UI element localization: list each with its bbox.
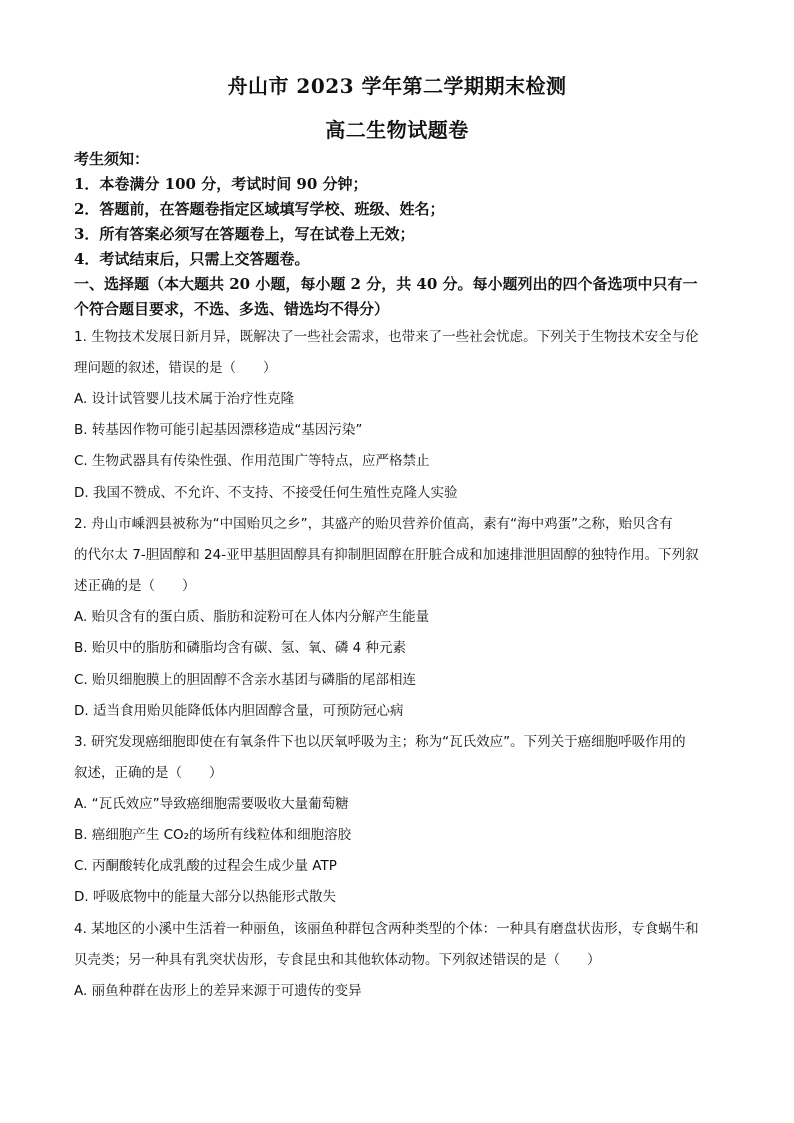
- question-stem: 贝壳类；另一种具有乳突状齿形，专食昆虫和其他软体动物。下列叙述错误的是（ ）: [74, 952, 601, 968]
- option-b: B. 癌细胞产生 CO₂的场所有线粒体和细胞溶胶: [74, 827, 352, 843]
- question-stem: 理问题的叙述，错误的是（ ）: [74, 360, 277, 376]
- exam-subtitle: 高二生物试题卷: [325, 118, 469, 142]
- notice-item: 4．考试结束后，只需上交答题卷。: [74, 250, 310, 268]
- question-stem: 叙述，正确的是（ ）: [74, 765, 223, 781]
- notice-item: 3．所有答案必须写在答题卷上，写在试卷上无效；: [74, 225, 415, 243]
- question-stem: 3. 研究发现癌细胞即使在有氧条件下也以厌氧呼吸为主；称为“瓦氏效应”。下列关于癌细胞呼吸作用的: [74, 734, 686, 750]
- question-stem: 2. 舟山市嵊泗县被称为“中国贻贝之乡”，其盛产的贻贝营养价值高，素有“海中鸡蛋”之称，贻贝含有: [74, 516, 673, 532]
- section-heading-cont: 个符合题目要求，不选、多选、错选均不得分）: [74, 300, 390, 318]
- section-heading: 一、选择题（本大题共 20 小题，每小题 2 分，共 40 分。每小题列出的四个备选项中只有一: [74, 275, 698, 293]
- option-b: B. 转基因作物可能引起基因漂移造成“基因污染”: [74, 422, 363, 438]
- option-d: D. 适当食用贻贝能降低体内胆固醇含量，可预防冠心病: [74, 703, 404, 719]
- option-b: B. 贻贝中的脂肪和磷脂均含有碳、氢、氧、磷 4 种元素: [74, 640, 407, 656]
- option-a: A. 丽鱼种群在齿形上的差异来源于可遗传的变异: [74, 983, 362, 999]
- question-stem: 4. 某地区的小溪中生活着一种丽鱼，该丽鱼种群包含两种类型的个体：一种具有磨盘状齿形，专食蜗牛和: [74, 921, 699, 937]
- option-c: C. 丙酮酸转化成乳酸的过程会生成少量 ATP: [74, 858, 337, 874]
- notice-item: 2．答题前，在答题卷指定区域填写学校、班级、姓名；: [74, 200, 445, 218]
- question-stem: 述正确的是（ ）: [74, 578, 196, 594]
- exam-title: 舟山市 2023 学年第二学期期末检测: [227, 74, 567, 98]
- option-d: D. 呼吸底物中的能量大部分以热能形式散失: [74, 889, 336, 905]
- notice-heading: 考生须知：: [74, 150, 150, 168]
- option-a: A. 设计试管婴儿技术属于治疗性克隆: [74, 391, 295, 407]
- question-stem: 1. 生物技术发展日新月异，既解决了一些社会需求，也带来了一些社会忧虑。下列关于生物技术安全与伦: [74, 329, 699, 345]
- question-stem: 的代尔太 7-胆固醇和 24-亚甲基胆固醇具有抑制胆固醇在肝脏合成和加速排泄胆固醇的独特作用。下列叙: [74, 547, 699, 563]
- notice-item: 1．本卷满分 100 分，考试时间 90 分钟；: [74, 175, 368, 193]
- option-c: C. 贻贝细胞膜上的胆固醇不含亲水基团与磷脂的尾部相连: [74, 672, 417, 688]
- option-d: D. 我国不赞成、不允许、不支持、不接受任何生殖性克隆人实验: [74, 485, 458, 501]
- option-a: A. 贻贝含有的蛋白质、脂肪和淀粉可在人体内分解产生能量: [74, 609, 430, 625]
- option-a: A. “瓦氏效应”导致癌细胞需要吸收大量葡萄糖: [74, 796, 349, 812]
- option-c: C. 生物武器具有传染性强、作用范围广等特点，应严格禁止: [74, 453, 430, 469]
